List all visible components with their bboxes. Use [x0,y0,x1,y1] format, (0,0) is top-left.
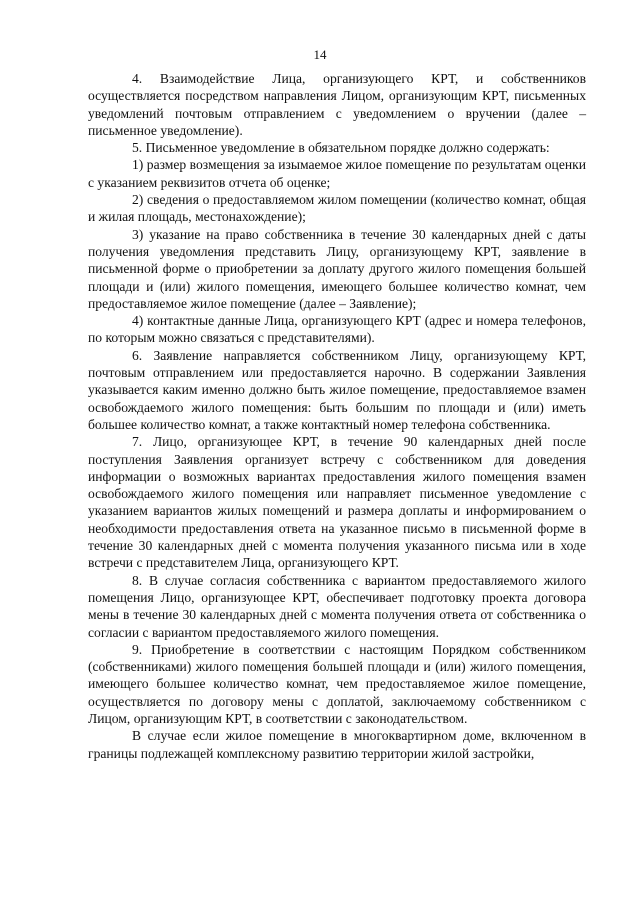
list-item-3-owner-right: 3) указание на право собственника в течение 30 календарных дней с даты получения уведомления представить Лицу, организующему КРТ, заявление в письменной форме о приобретении за доплату другого жилого помещения большей площади и (или) жилого помещения, имеющего большее количество комнат, чем предоставляемое жилое помещение (далее – Заявление); [88,226,586,311]
paragraph-7-meeting: 7. Лицо, организующее КРТ, в течение 90 календарных дней после поступления Заявления организует встречу с собственником для доведения информации о возможных вариантах предоставления жилого помещения взамен освобождаемого жилого помещения или направляет письменное уведомление с указанием вариантов жилых помещений и размера доплаты и информированием о необходимости предоставления ответа на указанное письмо в письменной форме в течение 30 календарных дней с момента получения указанного письма или в ходе встречи с представителем Лица, организующего КРТ. [88,434,586,571]
paragraph-4-interaction: 4. Взаимодействие Лица, организующего КРТ, и собственников осуществляется посредством направления Лицом, организующим КРТ, письменных уведомлений почтовым отправлением с уведомлением о вручении (далее – письменное уведомление). [88,71,586,138]
list-item-2-housing-info: 2) сведения о предоставляемом жилом помещении (количество комнат, общая и жилая площадь, местонахождение); [88,192,586,225]
paragraph-6-application: 6. Заявление направляется собственником Лицу, организующему КРТ, почтовым отправлением или предоставляется нарочно. В содержании Заявления указывается каким именно должно быть жилое помещение, предоставляемое взамен освобождаемого жилого помещения: быть большим по площади и (или) иметь большее количество комнат, а также контактный номер телефона собственника. [88,347,586,432]
paragraph-9-acquisition: 9. Приобретение в соответствии с настоящим Порядком собственником (собственниками) жилого помещения большей площади и (или) жилого помещения, имеющего большее количество комнат, чем предоставляемое жилое помещение, осуществляется по договору мены с доплатой, заключаемому собственником с Лицом, организующим КРТ, в соответствии с законодательством. [88,641,586,726]
document-body [88,70,586,762]
list-item-1-compensation: 1) размер возмещения за изымаемое жилое помещение по результатам оценки с указанием реквизитов отчета об оценке; [88,157,586,190]
page-number: 14 [313,47,327,62]
paragraph-5-notice-contents: 5. Письменное уведомление в обязательном порядке должно содержать: [132,140,550,156]
paragraph-8-consent: 8. В случае согласия собственника с вариантом предоставляемого жилого помещения Лицо, организующее КРТ, обеспечивает подготовку проекта договора мены в течение 30 календарных дней с момента получения ответа от собственника о согласии с вариантом предоставляемого жилого помещения. [88,572,586,640]
paragraph-continuation: В случае если жилое помещение в многоквартирном доме, включенном в границы подлежащей комплексному развитию территории жилой застройки, [88,728,586,761]
list-item-4-contact-data: 4) контактные данные Лица, организующего КРТ (адрес и номера телефонов, по которым можно связаться с представителями). [88,313,586,346]
